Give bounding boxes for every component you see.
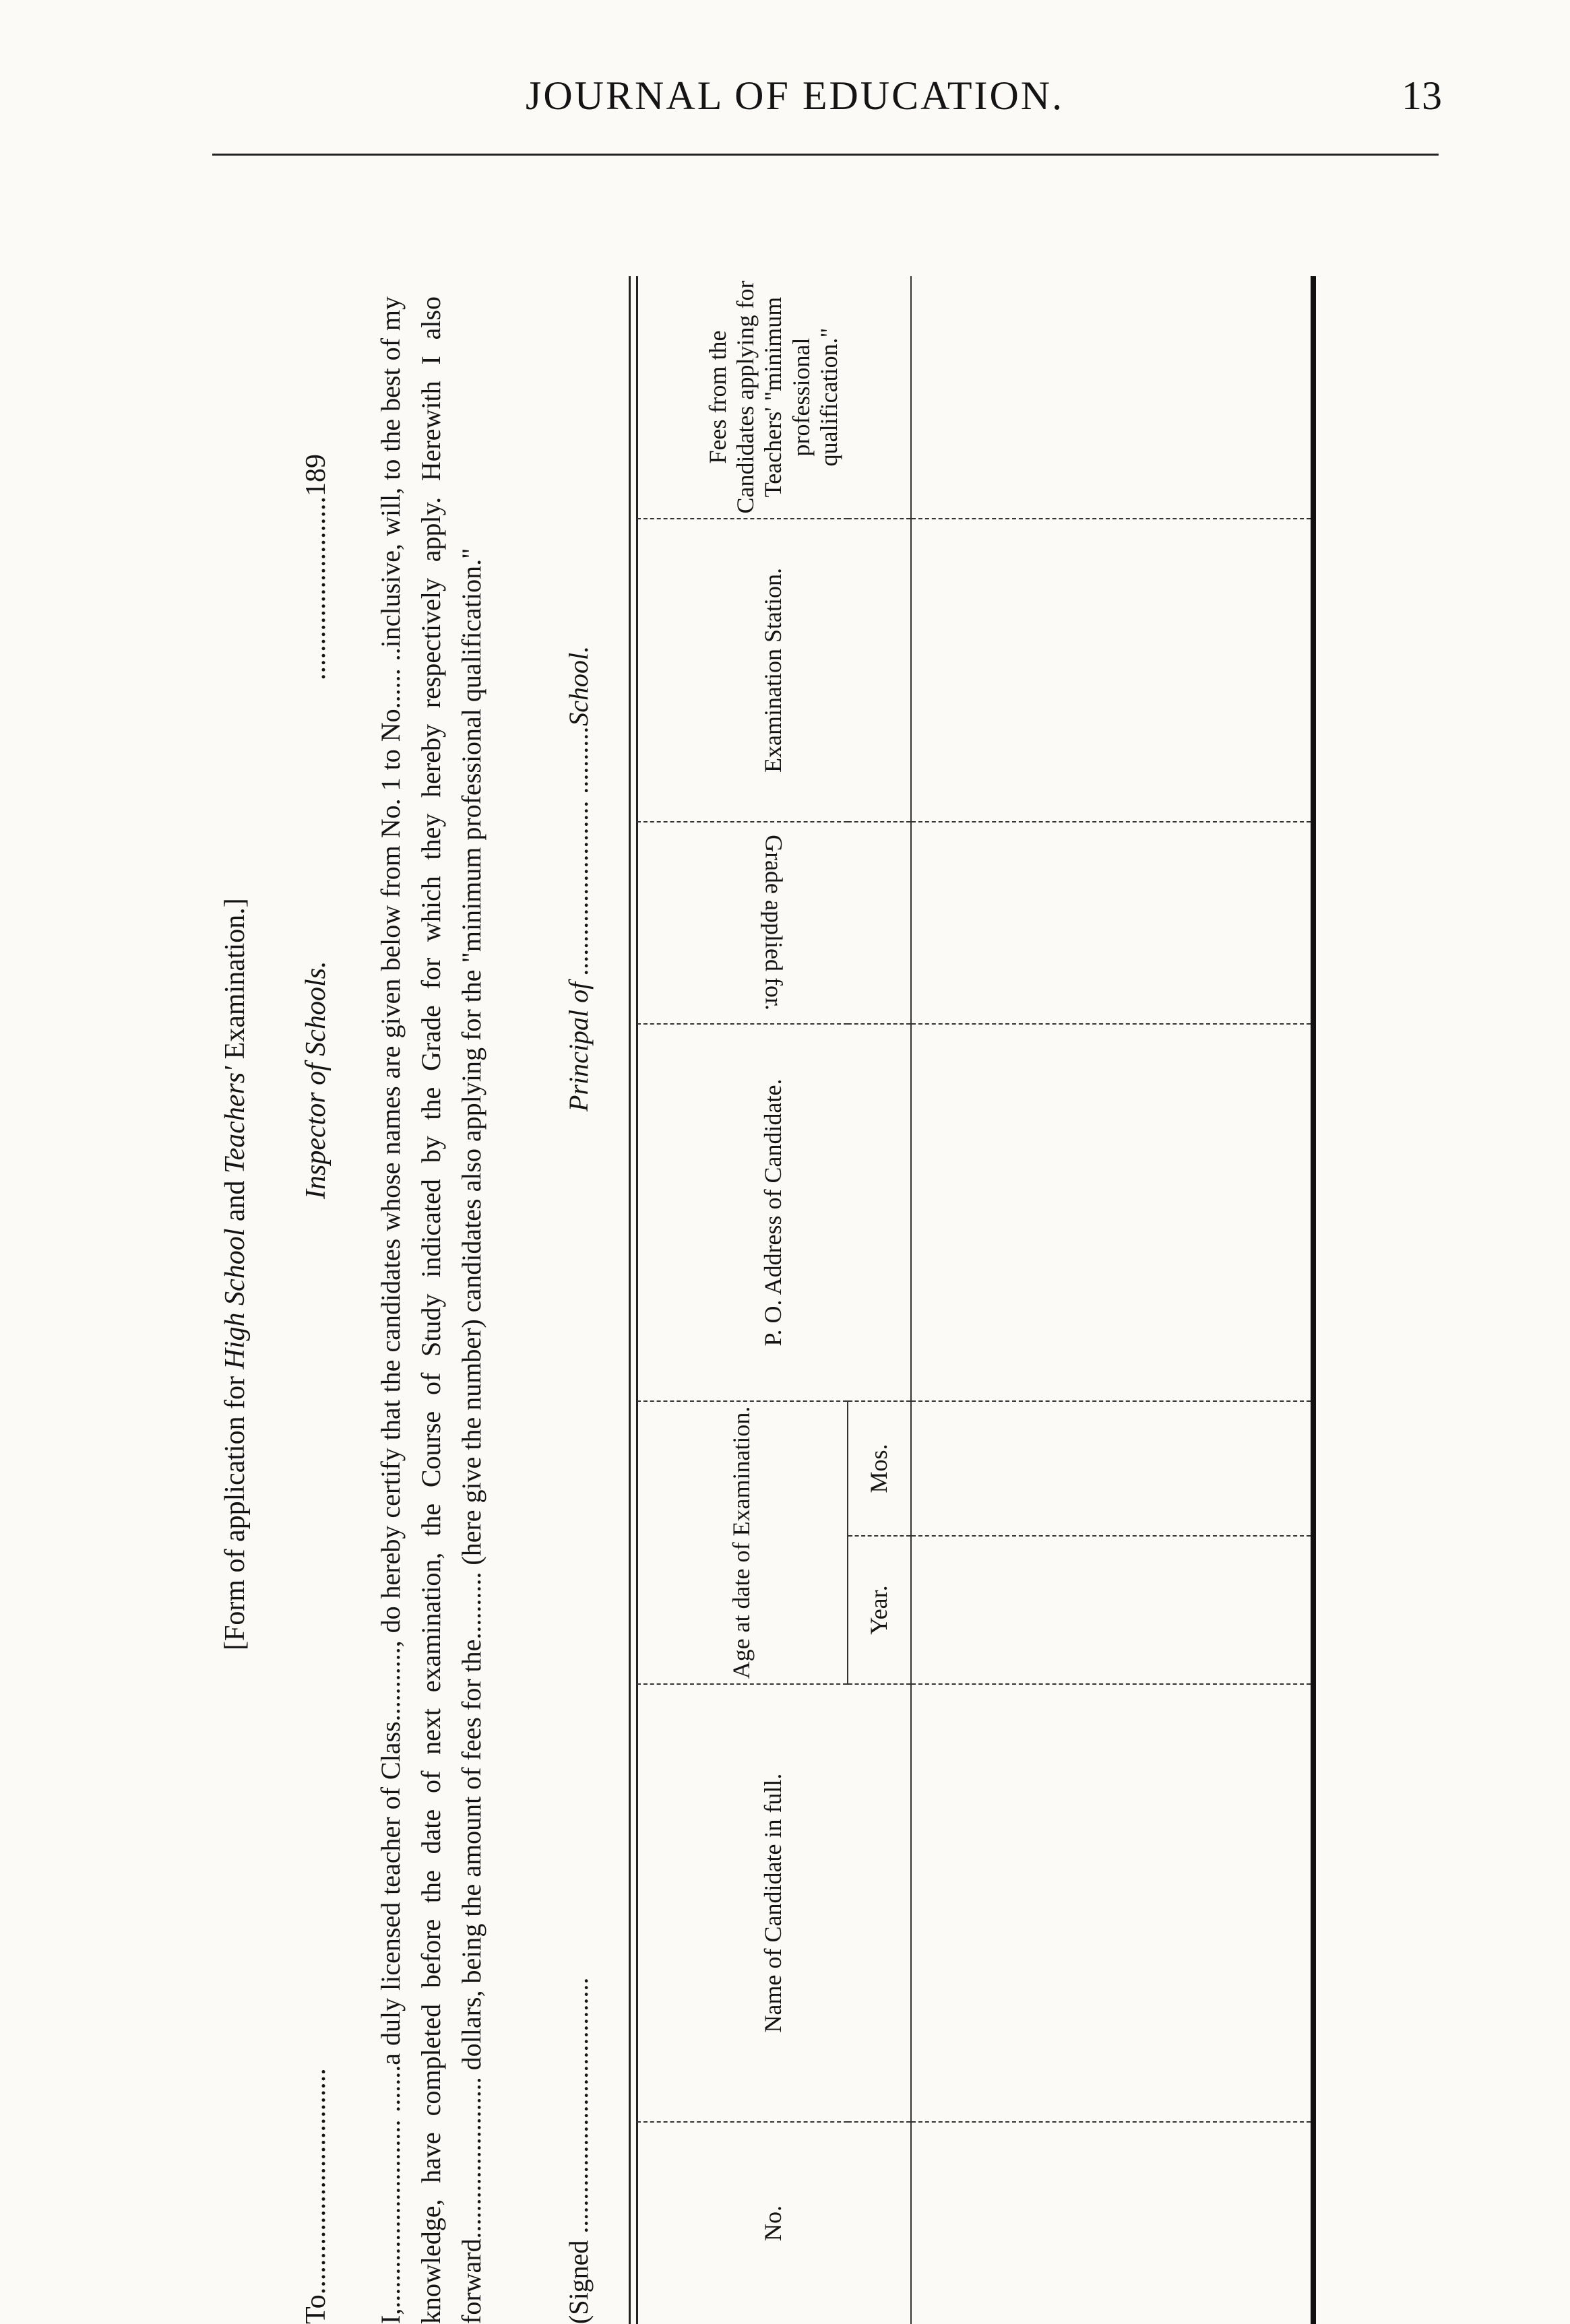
form-caption: [Form of application for High School and Teachers' Examination.] [220, 898, 251, 1650]
header-address: P. O. Address of Candidate. [637, 1024, 911, 1401]
header-station: Examination Station. [637, 519, 911, 822]
cell-station [911, 519, 1311, 822]
rotated-application-form [192, 236, 1324, 2324]
cell-mos [911, 1401, 1311, 1536]
journal-title: JOURNAL OF EDUCATION. [526, 73, 1065, 118]
header-age-mos: Mos. [848, 1401, 911, 1536]
header-name: Name of Candidate in full. [637, 1684, 911, 2122]
cell-year [911, 1536, 1311, 1684]
header-age-year: Year. [848, 1536, 911, 1684]
certification-paragraph: I,............................ .......a duly licensed teacher of Class..........., do hereby certify that the candidates whose names are given below from No. 1 to No...... ..inclusive, will, to the best of my knowledge, have completed before the date of next examination, the Course of Study indicated by the Grade for which they hereby respectively apply. Herewith I also forward........................ dollars, being the amount of fees for the.......... (here give the number) candidates also applying for the "minimum professional qualification." [375, 296, 486, 2324]
header-age: Age at date of Examination. [637, 1401, 848, 1684]
table-bottom-rule [1311, 276, 1316, 2324]
signature-line [563, 296, 594, 2324]
cell-name [911, 1684, 1311, 2122]
signed-label: (Signed ...................................... [563, 1977, 594, 2324]
cell-address [911, 1024, 1311, 1401]
addressee-line [300, 296, 332, 2324]
page-number: 13 [1402, 73, 1442, 118]
candidates-table [637, 276, 1311, 2324]
header-fees: Fees from the Candidates applying for Teachers' "minimum professional qualification." [637, 276, 911, 519]
cell-grade [911, 822, 1311, 1024]
header-no: No. [637, 2122, 911, 2324]
header-grade: Grade applied for. [637, 822, 911, 1024]
header-rule [212, 154, 1439, 156]
date-line: ..........................189 [301, 454, 332, 680]
cell-fees [911, 276, 1311, 519]
to-prefix: To................................ [301, 2068, 332, 2324]
inspector-label: Inspector of Schools. [301, 961, 332, 1199]
principal-label: Principal of .......................... ..........School. [563, 645, 594, 1111]
cell-no [911, 2122, 1311, 2324]
table-row [911, 276, 1311, 2324]
